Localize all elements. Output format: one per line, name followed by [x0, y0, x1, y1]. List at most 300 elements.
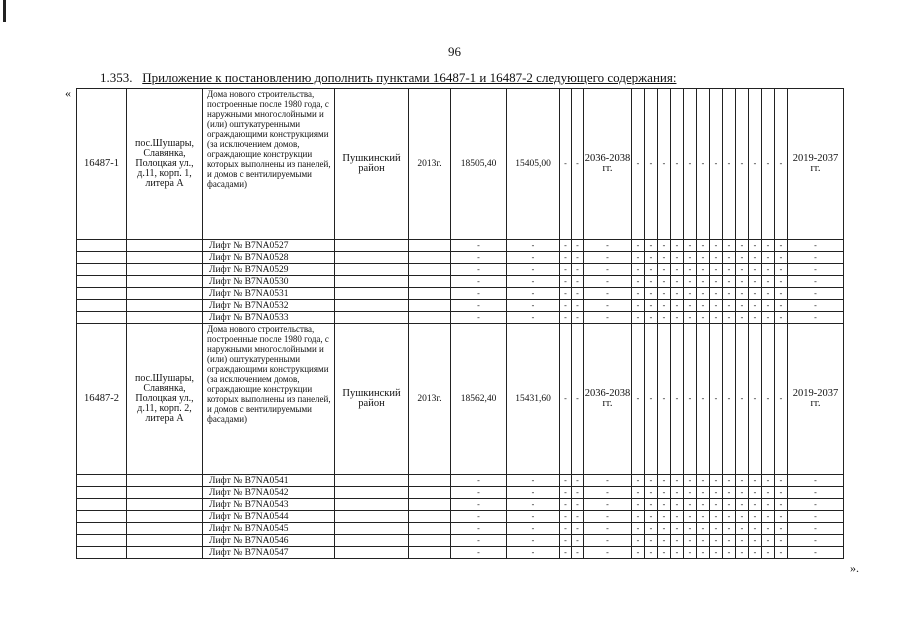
lift-name: Лифт № B7NA0527 — [203, 240, 335, 252]
dash-cell: - — [710, 264, 723, 276]
dash-cell: - — [584, 511, 632, 523]
object-year: 2013г. — [409, 324, 451, 475]
dash-cell: - — [762, 511, 775, 523]
dash-cell: - — [788, 264, 844, 276]
dash-cell: - — [775, 523, 788, 535]
dash-cell: - — [749, 89, 762, 240]
dash-cell: - — [723, 487, 736, 499]
dash-cell: - — [697, 324, 710, 475]
lift-name: Лифт № B7NA0543 — [203, 499, 335, 511]
dash-cell: - — [671, 264, 684, 276]
dash-cell: - — [658, 312, 671, 324]
dash-cell: - — [560, 535, 572, 547]
dash-cell: - — [788, 276, 844, 288]
dash-cell: - — [736, 547, 749, 559]
dash-cell: - — [775, 511, 788, 523]
dash-cell: - — [658, 300, 671, 312]
dash-cell: - — [697, 288, 710, 300]
dash-cell: - — [658, 547, 671, 559]
dash-cell: - — [560, 499, 572, 511]
empty-cell — [409, 276, 451, 288]
dash-cell: - — [710, 288, 723, 300]
empty-cell — [409, 240, 451, 252]
object-description: Дома нового строительства, построенные после 1980 года, с наружными многослойными и (или) оштукатуренными ограждающими конструкциями (за исключением домов, ограждающие конструкции которых выполнены из панелей, и домов с вентилируемыми фасадами) — [203, 324, 335, 475]
scan-edge-mark — [3, 0, 6, 22]
dash-cell: - — [736, 475, 749, 487]
dash-cell: - — [632, 324, 645, 475]
dash-cell: - — [762, 89, 775, 240]
lift-name: Лифт № B7NA0530 — [203, 276, 335, 288]
dash-cell: - — [507, 312, 560, 324]
dash-cell: - — [671, 475, 684, 487]
dash-cell: - — [572, 523, 584, 535]
empty-cell — [409, 487, 451, 499]
dash-cell: - — [560, 312, 572, 324]
dash-cell: - — [671, 89, 684, 240]
empty-cell — [127, 535, 203, 547]
dash-cell: - — [572, 264, 584, 276]
dash-cell: - — [736, 535, 749, 547]
empty-cell — [77, 511, 127, 523]
dash-cell: - — [723, 523, 736, 535]
dash-cell: - — [451, 535, 507, 547]
section-heading — [100, 70, 676, 86]
dash-cell: - — [584, 499, 632, 511]
dash-cell: - — [560, 240, 572, 252]
empty-cell — [409, 535, 451, 547]
dash-cell: - — [697, 240, 710, 252]
dash-cell: - — [684, 288, 697, 300]
empty-cell — [335, 511, 409, 523]
dash-cell: - — [645, 264, 658, 276]
dash-cell: - — [507, 276, 560, 288]
dash-cell: - — [684, 252, 697, 264]
object-year: 2013г. — [409, 89, 451, 240]
dash-cell: - — [451, 547, 507, 559]
empty-cell — [409, 523, 451, 535]
dash-cell: - — [684, 89, 697, 240]
dash-cell: - — [710, 487, 723, 499]
object-description: Дома нового строительства, построенные после 1980 года, с наружными многослойными и (или) оштукатуренными ограждающими конструкциями (за исключением домов, ограждающие конструкции которых выполнены из панелей, и домов с вентилируемыми фасадами) — [203, 89, 335, 240]
dash-cell: - — [632, 89, 645, 240]
quote-close: ». — [850, 561, 859, 575]
empty-cell — [409, 312, 451, 324]
dash-cell: - — [584, 535, 632, 547]
dash-cell: - — [507, 487, 560, 499]
object-district: Пушкинский район — [335, 89, 409, 240]
dash-cell: - — [788, 252, 844, 264]
dash-cell: - — [684, 240, 697, 252]
page-number: 96 — [448, 44, 461, 59]
dash-cell: - — [775, 89, 788, 240]
lift-row — [77, 264, 844, 276]
dash-cell: - — [632, 240, 645, 252]
dash-cell: - — [658, 240, 671, 252]
dash-cell: - — [775, 276, 788, 288]
dash-cell: - — [645, 523, 658, 535]
dash-cell: - — [658, 475, 671, 487]
dash-cell: - — [584, 264, 632, 276]
dash-cell: - — [710, 324, 723, 475]
dash-cell: - — [645, 535, 658, 547]
empty-cell — [409, 252, 451, 264]
dash-cell: - — [775, 475, 788, 487]
empty-cell — [77, 288, 127, 300]
dash-cell: - — [572, 547, 584, 559]
object-address: пос.Шушары, Славянка, Полоцкая ул., д.11, корп. 1, литера А — [127, 89, 203, 240]
dash-cell: - — [723, 300, 736, 312]
dash-cell: - — [572, 252, 584, 264]
dash-cell: - — [749, 475, 762, 487]
dash-cell: - — [507, 523, 560, 535]
dash-cell: - — [632, 523, 645, 535]
dash-cell: - — [684, 487, 697, 499]
dash-cell: - — [684, 535, 697, 547]
empty-cell — [335, 240, 409, 252]
section-number: 1.353. — [100, 70, 133, 85]
dash-cell: - — [762, 312, 775, 324]
dash-cell: - — [736, 511, 749, 523]
dash-cell: - — [762, 487, 775, 499]
dash-cell: - — [671, 523, 684, 535]
dash-cell: - — [762, 240, 775, 252]
dash-cell: - — [658, 535, 671, 547]
empty-cell — [409, 300, 451, 312]
empty-cell — [127, 288, 203, 300]
dash-cell: - — [658, 511, 671, 523]
lift-name: Лифт № B7NA0541 — [203, 475, 335, 487]
dash-cell: - — [736, 312, 749, 324]
dash-cell: - — [762, 276, 775, 288]
dash-cell: - — [762, 535, 775, 547]
dash-cell: - — [584, 523, 632, 535]
dash-cell: - — [451, 499, 507, 511]
empty-cell — [127, 276, 203, 288]
empty-cell — [409, 511, 451, 523]
dash-cell: - — [572, 312, 584, 324]
dash-cell: - — [671, 276, 684, 288]
dash-cell: - — [560, 300, 572, 312]
dash-cell: - — [723, 276, 736, 288]
dash-cell: - — [560, 523, 572, 535]
dash-cell: - — [775, 300, 788, 312]
dash-cell: - — [736, 264, 749, 276]
dash-cell: - — [775, 487, 788, 499]
dash-cell: - — [775, 240, 788, 252]
lift-row — [77, 535, 844, 547]
dash-cell: - — [775, 312, 788, 324]
empty-cell — [127, 240, 203, 252]
dash-cell: - — [749, 300, 762, 312]
dash-cell: - — [736, 300, 749, 312]
dash-cell: - — [632, 312, 645, 324]
dash-cell: - — [749, 276, 762, 288]
dash-cell: - — [697, 511, 710, 523]
dash-cell: - — [584, 240, 632, 252]
empty-cell — [77, 312, 127, 324]
dash-cell: - — [632, 511, 645, 523]
dash-cell: - — [762, 300, 775, 312]
dash-cell: - — [560, 264, 572, 276]
dash-cell: - — [736, 324, 749, 475]
dash-cell: - — [697, 276, 710, 288]
dash-cell: - — [584, 487, 632, 499]
dash-cell: - — [507, 252, 560, 264]
dash-cell: - — [736, 288, 749, 300]
dash-cell: - — [762, 475, 775, 487]
dash-cell: - — [723, 252, 736, 264]
dash-cell: - — [658, 89, 671, 240]
dash-cell: - — [671, 499, 684, 511]
dash-cell: - — [584, 475, 632, 487]
lift-row — [77, 312, 844, 324]
lift-name: Лифт № B7NA0544 — [203, 511, 335, 523]
dash-cell: - — [710, 499, 723, 511]
dash-cell: - — [697, 300, 710, 312]
dash-cell: - — [788, 499, 844, 511]
dash-cell: - — [572, 276, 584, 288]
dash-cell: - — [723, 475, 736, 487]
dash-cell: - — [697, 475, 710, 487]
dash-cell: - — [762, 252, 775, 264]
dash-cell: - — [697, 487, 710, 499]
dash-cell: - — [658, 499, 671, 511]
empty-cell — [335, 288, 409, 300]
dash-cell: - — [697, 264, 710, 276]
dash-cell: - — [645, 240, 658, 252]
dash-cell: - — [710, 300, 723, 312]
dash-cell: - — [632, 252, 645, 264]
dash-cell: - — [572, 475, 584, 487]
empty-cell — [127, 475, 203, 487]
dash-cell: - — [451, 312, 507, 324]
dash-cell: - — [560, 288, 572, 300]
object-final-period: 2019-2037 гг. — [788, 89, 844, 240]
dash-cell: - — [507, 499, 560, 511]
dash-cell: - — [451, 288, 507, 300]
lift-row — [77, 547, 844, 559]
dash-cell: - — [671, 535, 684, 547]
object-area-living: 15431,60 — [507, 324, 560, 475]
dash-cell: - — [710, 252, 723, 264]
empty-cell — [77, 499, 127, 511]
dash-cell: - — [723, 312, 736, 324]
dash-cell: - — [671, 300, 684, 312]
dash-cell: - — [710, 511, 723, 523]
dash-cell: - — [658, 324, 671, 475]
dash-cell: - — [723, 288, 736, 300]
dash-cell: - — [507, 240, 560, 252]
dash-cell: - — [723, 499, 736, 511]
dash-cell: - — [710, 240, 723, 252]
lift-name: Лифт № B7NA0531 — [203, 288, 335, 300]
dash-cell: - — [788, 487, 844, 499]
dash-cell: - — [749, 252, 762, 264]
object-row — [77, 324, 844, 475]
dash-cell: - — [658, 487, 671, 499]
dash-cell: - — [658, 264, 671, 276]
dash-cell: - — [451, 252, 507, 264]
lift-name: Лифт № B7NA0546 — [203, 535, 335, 547]
dash-cell: - — [723, 324, 736, 475]
dash-cell: - — [658, 523, 671, 535]
dash-cell: - — [632, 499, 645, 511]
dash-cell: - — [736, 487, 749, 499]
dash-cell: - — [762, 499, 775, 511]
empty-cell — [77, 535, 127, 547]
dash-cell: - — [684, 312, 697, 324]
dash-cell: - — [775, 252, 788, 264]
dash-cell: - — [788, 523, 844, 535]
dash-cell: - — [710, 475, 723, 487]
empty-cell — [127, 264, 203, 276]
dash-cell: - — [645, 288, 658, 300]
dash-cell: - — [451, 264, 507, 276]
dash-cell: - — [560, 511, 572, 523]
dash-cell: - — [451, 276, 507, 288]
empty-cell — [77, 264, 127, 276]
dash-cell: - — [723, 511, 736, 523]
dash-cell: - — [710, 547, 723, 559]
dash-cell: - — [684, 547, 697, 559]
dash-cell: - — [710, 276, 723, 288]
empty-cell — [127, 523, 203, 535]
lift-name: Лифт № B7NA0528 — [203, 252, 335, 264]
dash-cell: - — [632, 276, 645, 288]
dash-cell: - — [671, 324, 684, 475]
object-district: Пушкинский район — [335, 324, 409, 475]
lift-name: Лифт № B7NA0545 — [203, 523, 335, 535]
section-text: Приложение к постановлению дополнить пунктами 16487-1 и 16487-2 следующего содержания: — [142, 70, 677, 85]
object-area-living: 15405,00 — [507, 89, 560, 240]
dash-cell: - — [775, 324, 788, 475]
quote-open: « — [65, 86, 71, 100]
dash-cell: - — [507, 535, 560, 547]
dash-cell: - — [736, 252, 749, 264]
lift-row — [77, 300, 844, 312]
empty-cell — [409, 264, 451, 276]
dash-cell: - — [560, 487, 572, 499]
dash-cell: - — [572, 240, 584, 252]
dash-cell: - — [788, 511, 844, 523]
dash-cell: - — [572, 511, 584, 523]
dash-cell: - — [723, 535, 736, 547]
dash-cell: - — [632, 288, 645, 300]
dash-cell: - — [645, 487, 658, 499]
dash-cell: - — [507, 300, 560, 312]
empty-cell — [127, 547, 203, 559]
empty-cell — [335, 535, 409, 547]
lift-row — [77, 252, 844, 264]
dash-cell: - — [584, 300, 632, 312]
dash-cell: - — [658, 252, 671, 264]
dash-cell: - — [451, 487, 507, 499]
dash-cell: - — [451, 511, 507, 523]
empty-cell — [335, 312, 409, 324]
dash-cell: - — [749, 547, 762, 559]
lift-name: Лифт № B7NA0542 — [203, 487, 335, 499]
lift-row — [77, 240, 844, 252]
dash-cell: - — [749, 523, 762, 535]
object-final-period: 2019-2037 гг. — [788, 324, 844, 475]
dash-cell: - — [788, 300, 844, 312]
dash-cell: - — [671, 547, 684, 559]
lift-name: Лифт № B7NA0532 — [203, 300, 335, 312]
dash-cell: - — [584, 312, 632, 324]
lift-row — [77, 487, 844, 499]
dash-cell: - — [684, 276, 697, 288]
dash-cell: - — [632, 475, 645, 487]
dash-cell: - — [632, 487, 645, 499]
dash-cell: - — [671, 312, 684, 324]
dash-cell: - — [645, 324, 658, 475]
dash-cell: - — [645, 276, 658, 288]
dash-cell: - — [584, 547, 632, 559]
dash-cell: - — [560, 547, 572, 559]
dash-cell: - — [584, 288, 632, 300]
object-id: 16487-1 — [77, 89, 127, 240]
dash-cell: - — [671, 288, 684, 300]
empty-cell — [409, 547, 451, 559]
dash-cell: - — [788, 535, 844, 547]
dash-cell: - — [749, 511, 762, 523]
dash-cell: - — [775, 264, 788, 276]
dash-cell: - — [507, 547, 560, 559]
empty-cell — [77, 240, 127, 252]
dash-cell: - — [749, 264, 762, 276]
dash-cell: - — [749, 240, 762, 252]
lift-row — [77, 511, 844, 523]
dash-cell: - — [749, 288, 762, 300]
dash-cell: - — [736, 89, 749, 240]
object-repair-period: 2036-2038 гг. — [584, 324, 632, 475]
dash-cell: - — [560, 276, 572, 288]
empty-cell — [335, 547, 409, 559]
dash-cell: - — [710, 535, 723, 547]
dash-cell: - — [507, 288, 560, 300]
dash-cell: - — [723, 547, 736, 559]
dash-cell: - — [507, 264, 560, 276]
lift-name: Лифт № B7NA0547 — [203, 547, 335, 559]
dash-cell: - — [572, 89, 584, 240]
dash-cell: - — [710, 89, 723, 240]
dash-cell: - — [775, 547, 788, 559]
dash-cell: - — [671, 511, 684, 523]
dash-cell: - — [684, 511, 697, 523]
dash-cell: - — [572, 324, 584, 475]
dash-cell: - — [572, 288, 584, 300]
object-area-total: 18505,40 — [451, 89, 507, 240]
dash-cell: - — [451, 300, 507, 312]
dash-cell: - — [645, 499, 658, 511]
dash-cell: - — [775, 535, 788, 547]
dash-cell: - — [736, 240, 749, 252]
dash-cell: - — [710, 312, 723, 324]
dash-cell: - — [736, 499, 749, 511]
empty-cell — [77, 487, 127, 499]
empty-cell — [77, 300, 127, 312]
empty-cell — [335, 523, 409, 535]
dash-cell: - — [697, 252, 710, 264]
dash-cell: - — [671, 252, 684, 264]
dash-cell: - — [507, 511, 560, 523]
dash-cell: - — [684, 499, 697, 511]
dash-cell: - — [645, 89, 658, 240]
dash-cell: - — [697, 547, 710, 559]
dash-cell: - — [710, 523, 723, 535]
dash-cell: - — [788, 312, 844, 324]
dash-cell: - — [697, 499, 710, 511]
